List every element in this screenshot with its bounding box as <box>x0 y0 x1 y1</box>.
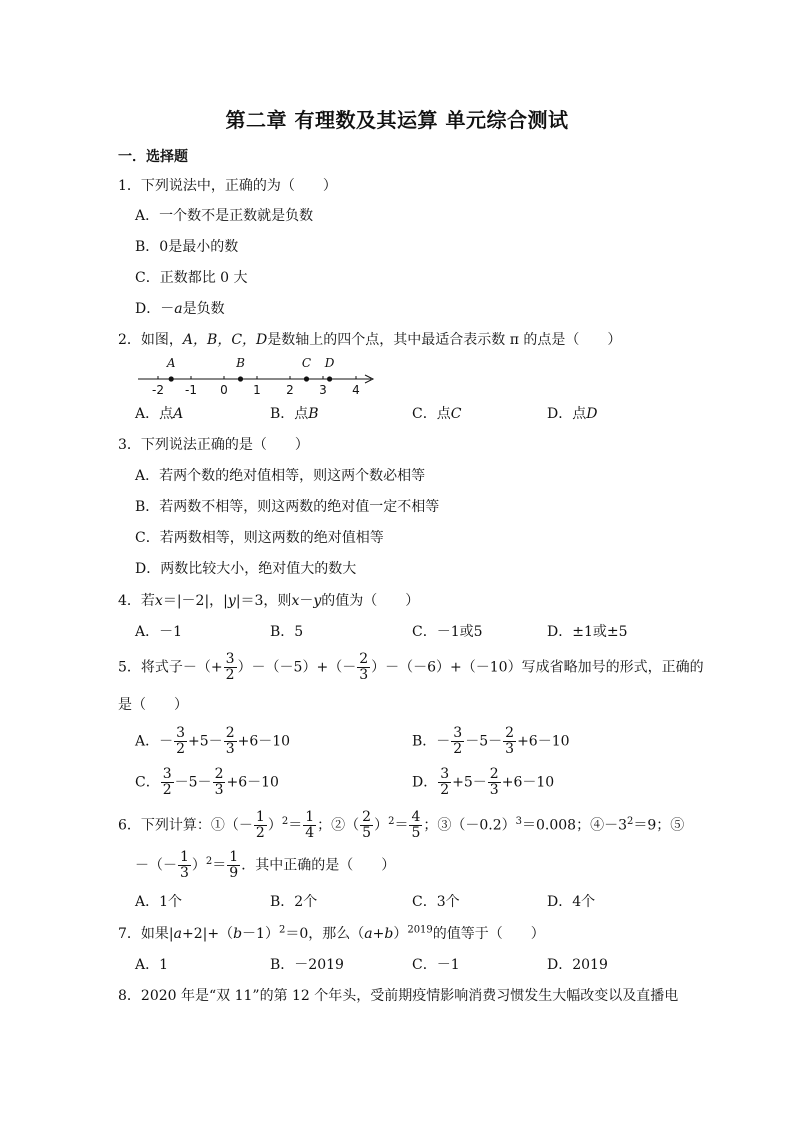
number-line-figure <box>135 352 385 404</box>
fraction: $\frac{3}{2}$ <box>176 725 186 757</box>
number-line-tick-label: -1 <box>185 383 197 397</box>
question-5-option-c: C． $\frac{3}{2}$ －5－ $\frac{2}{3}$ +6－10 <box>135 766 279 798</box>
question-6-option-a: A．1个 <box>135 894 183 910</box>
fraction: $\frac{2}{3}$ <box>214 766 224 798</box>
question-7-option-d: D．2019 <box>547 957 608 973</box>
question-7-stem: 7．如果$|a+2|+(b-1)^2=0$，那么$(a+b)^{2019}$的值等于（ ） <box>118 924 545 942</box>
fraction: $\frac{1}{4}$ <box>305 809 315 841</box>
number-line-point-c <box>304 376 309 381</box>
number-line-point-label: D <box>324 356 335 370</box>
question-1-stem: 1．下列说法中，正确的为（ ） <box>118 178 337 194</box>
page-title: 第二章 有理数及其运算 单元综合测试 <box>225 108 569 132</box>
question-1-option-a: A．一个数不是正数就是负数 <box>135 208 314 224</box>
question-2-stem: 2．如图，A，B，C，D是数轴上的四个点，其中最适合表示数 π 的点是（ ） <box>118 332 622 348</box>
question-6-option-c: C．3个 <box>412 894 460 910</box>
fraction: $\frac{3}{2}$ <box>162 766 172 798</box>
number-line-point-label: B <box>236 356 245 370</box>
fraction: $\frac{2}{3}$ <box>505 725 515 757</box>
fraction: $\frac{3}{2}$ <box>453 725 463 757</box>
question-1-option-d: D．－a是负数 <box>135 301 225 317</box>
question-5-option-a: A．－ $\frac{3}{2}$ +5－ $\frac{2}{3}$ +6－10 <box>135 725 291 757</box>
number-line-tick-label: -2 <box>152 383 164 397</box>
fraction: $\frac{2}{5}$ <box>362 809 372 841</box>
question-2-option-c: C．点C <box>412 406 462 422</box>
number-line-tick-label: 2 <box>286 383 294 397</box>
number-line-tick-label: 0 <box>220 383 228 397</box>
question-3-option-d: D．两数比较大小，绝对值大的数大 <box>135 561 357 577</box>
fraction: $\frac{1}{3}$ <box>180 849 189 881</box>
fraction: $\frac{1}{2}$ <box>255 809 265 841</box>
fraction: $\frac{2}{3}$ <box>489 766 499 798</box>
question-1-option-b: B．0是最小的数 <box>135 239 239 255</box>
question-6-stem-cont: －（－ $\frac{1}{3}$ ）$^2$＝ $\frac{1}{9}$ ．其中正确的是（ ） <box>135 849 396 881</box>
question-6-option-b: B．2个 <box>270 894 318 910</box>
number-line-point-label: A <box>166 356 176 370</box>
question-7-option-b: B．－2019 <box>270 957 344 973</box>
question-6-option-d: D．4个 <box>547 894 596 910</box>
question-5-option-d: D． $\frac{3}{2}$ +5－ $\frac{2}{3}$ +6－10 <box>412 766 555 798</box>
question-2-option-a: A．点A <box>135 406 184 422</box>
question-4-stem: 4．若x＝|－2|，|y|＝3，则x－y的值为（ ） <box>118 593 420 609</box>
number-line-point-a <box>169 376 174 381</box>
fraction: $\frac{3}{2}$ <box>440 766 450 798</box>
question-7-option-c: C．－1 <box>412 957 460 973</box>
question-5-option-b: B．－ $\frac{3}{2}$ －5－ $\frac{2}{3}$ +6－10 <box>412 725 570 757</box>
question-7-option-a: A．1 <box>135 957 169 973</box>
question-3-option-c: C．若两数相等，则这两数的绝对值相等 <box>135 530 384 546</box>
number-line-tick-label: 3 <box>319 383 327 397</box>
question-4-option-a: A．－1 <box>135 624 183 640</box>
fraction: $\frac{4}{5}$ <box>411 809 421 841</box>
fraction: $\frac{2}{3}$ <box>225 725 235 757</box>
question-3-stem: 3．下列说法正确的是（ ） <box>118 437 309 453</box>
question-5-stem-cont: 是（ ） <box>118 697 188 713</box>
number-line-point-d <box>327 376 332 381</box>
question-3-option-b: B．若两数不相等，则这两数的绝对值一定不相等 <box>135 499 440 515</box>
fraction: $\frac{1}{9}$ <box>229 849 239 881</box>
question-6-stem: 6．下列计算：①（－ $\frac{1}{2}$ ）$^2$＝ $\frac{1}{4}$ ；②（ $\frac{2}{5}$ ）$^2$＝ $\frac{4}{5}$ ；$③(-0.2)^3=0.008$；$④-3^2=9$；⑤ <box>118 809 685 841</box>
number-line-tick-label: 4 <box>352 383 360 397</box>
number-line-point-b <box>238 376 243 381</box>
section-heading: 一．选择题 <box>118 149 188 165</box>
question-8-stem: 8．2020 年是“双 11”的第 12 个年头，受前期疫情影响消费习惯发生大幅改变以及直播电 <box>118 988 679 1004</box>
fraction: $\frac{2}{3}$ <box>359 651 369 683</box>
question-3-option-a: A．若两个数的绝对值相等，则这两个数必相等 <box>135 468 426 484</box>
question-2-option-b: B．点B <box>270 406 319 422</box>
question-4-option-b: B．5 <box>270 624 304 640</box>
number-line-tick-label: 1 <box>253 383 261 397</box>
question-2-option-d: D．点D <box>547 406 598 422</box>
question-4-option-d: D．±1或±5 <box>547 624 628 640</box>
fraction: $\frac{3}{2}$ <box>225 651 235 683</box>
question-5-stem: 5．将式子－（+ $\frac{3}{2}$ ）－（－5）+（－ $\frac{2}{3}$ ）－（－6）+（－10）写成省略加号的形式，正确的 <box>118 651 704 683</box>
question-4-option-c: C．－1或5 <box>412 624 483 640</box>
number-line-point-label: C <box>301 356 312 370</box>
question-1-option-c: C．正数都比 0 大 <box>135 270 248 286</box>
